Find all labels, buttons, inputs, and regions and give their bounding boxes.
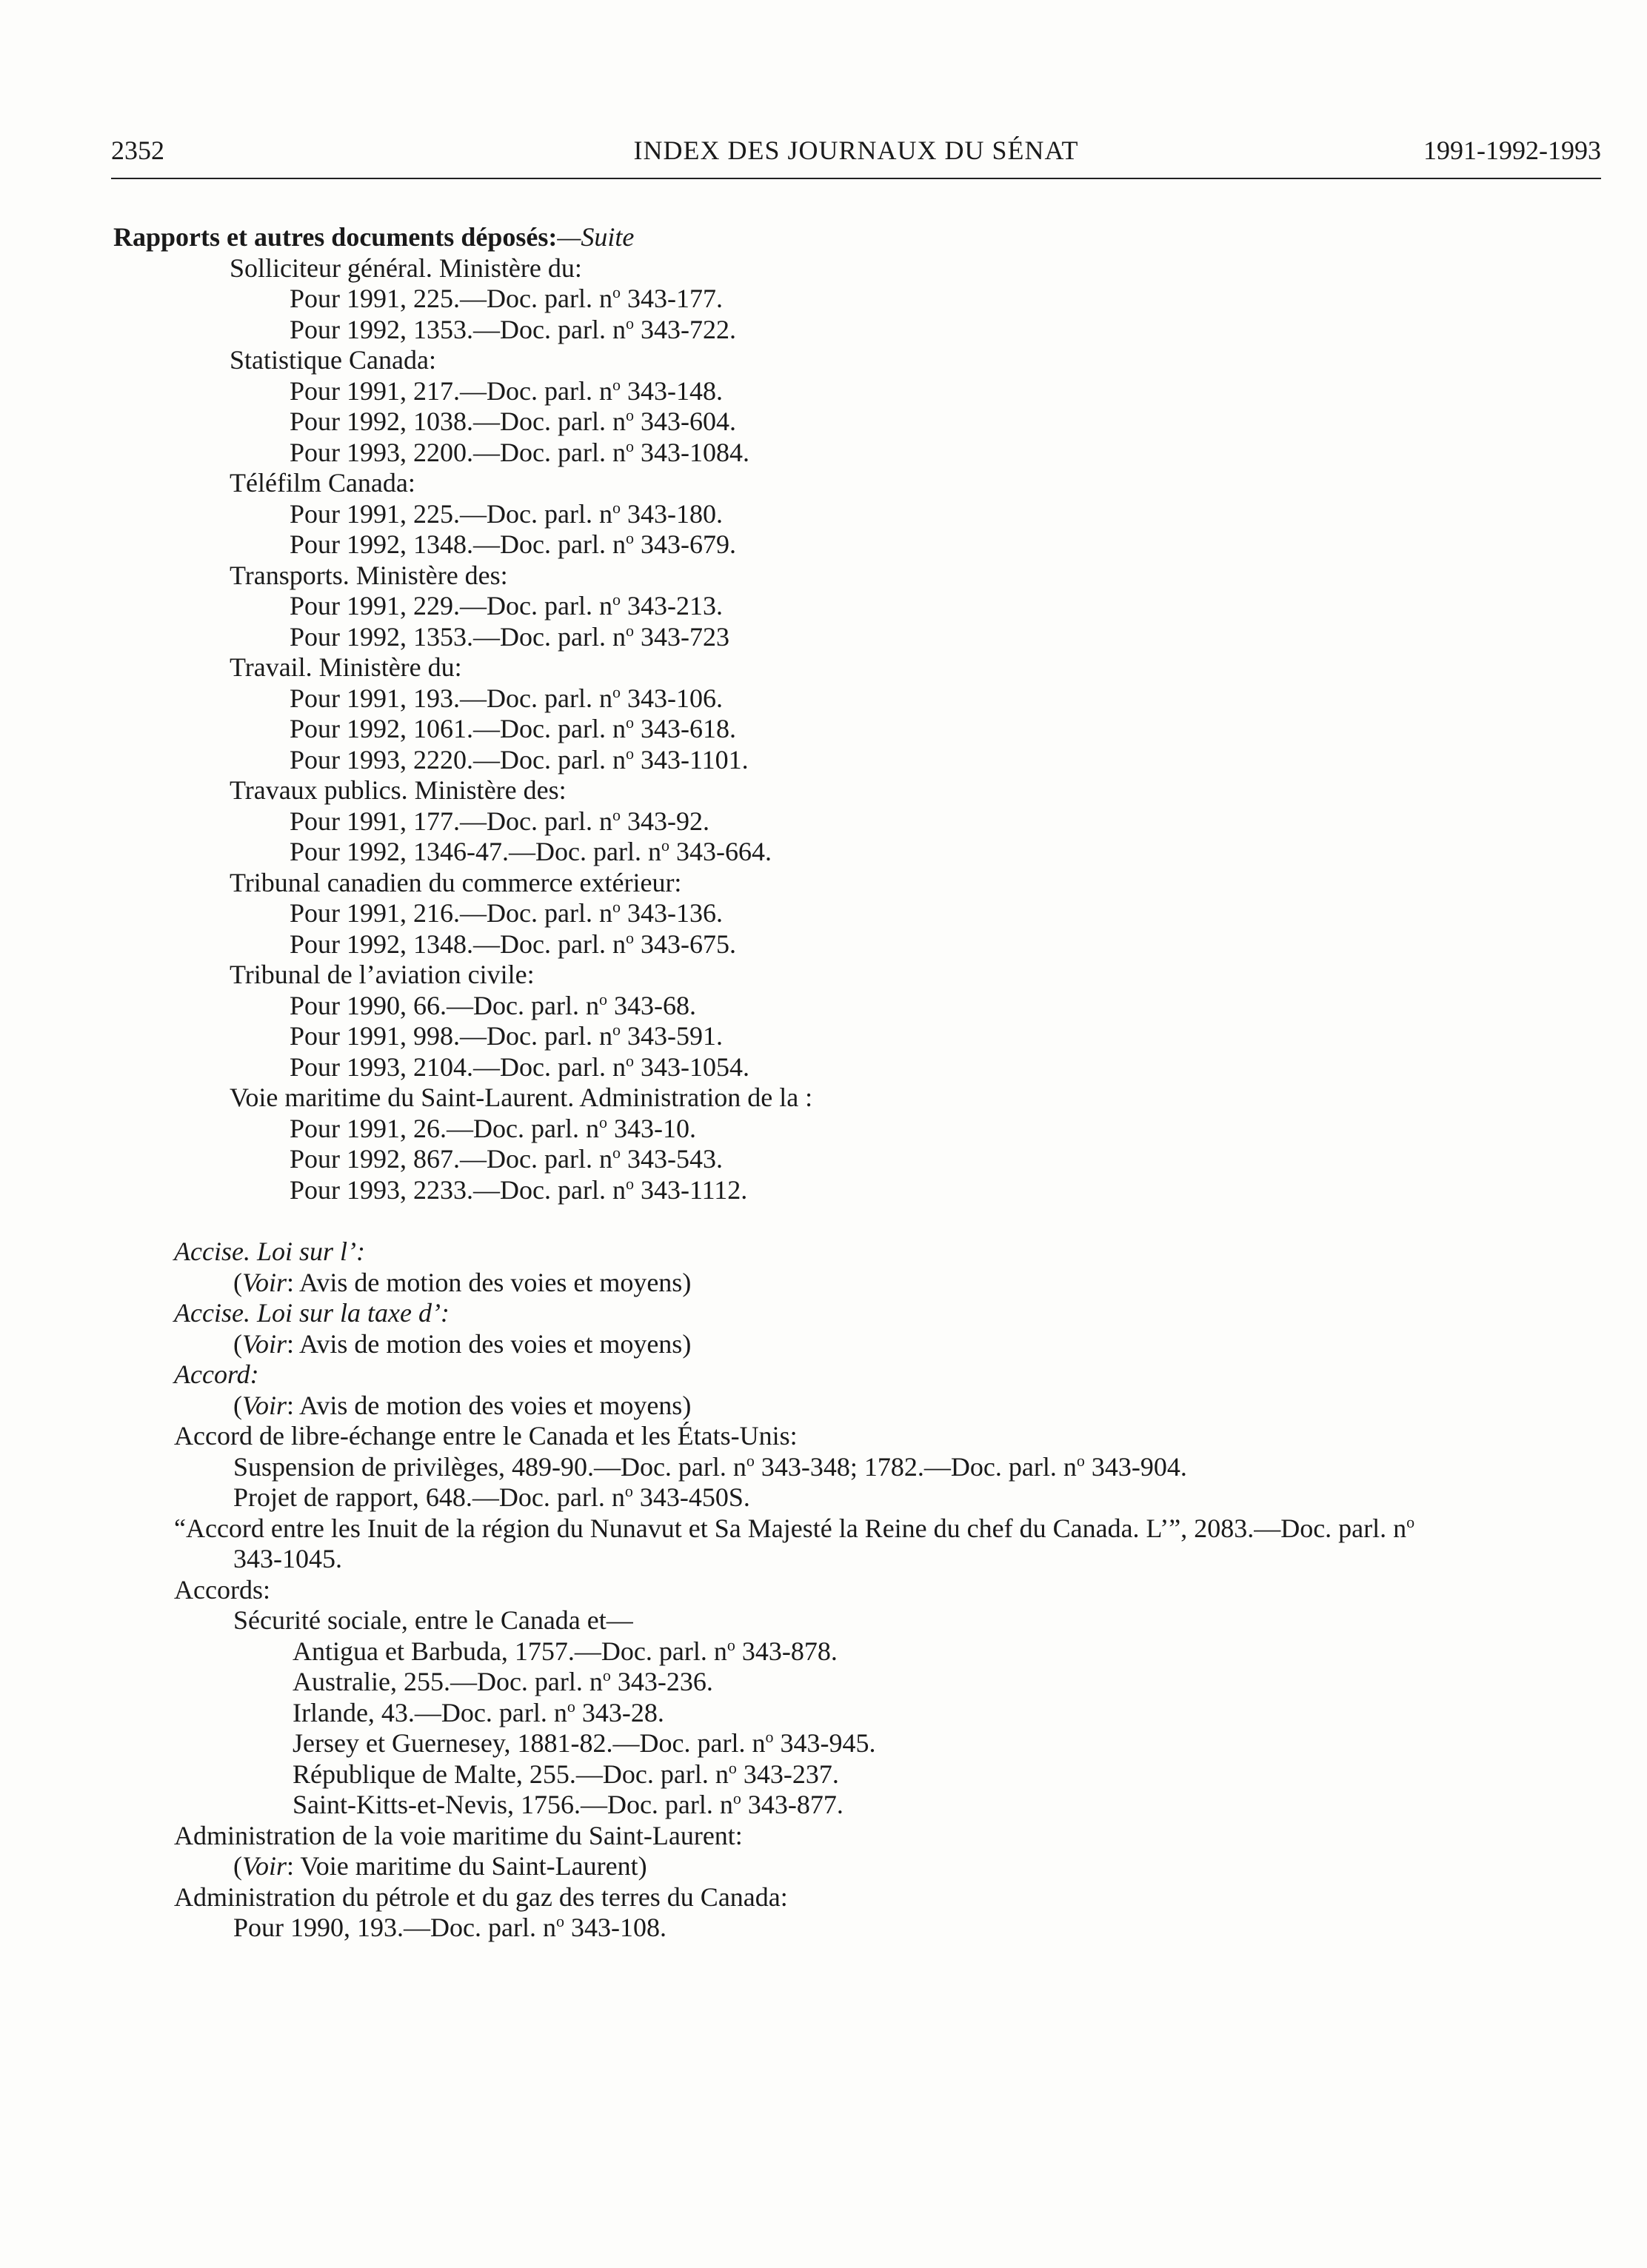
section-heading: Rapports et autres documents déposés:—Suite xyxy=(113,222,635,252)
index-entry: Pour 1992, 1353.—Doc. parl. $n^o$ 343-723 xyxy=(290,620,729,652)
spacer xyxy=(113,1205,1602,1237)
see-reference: (Voir: Avis de motion des voies et moyens) xyxy=(233,1267,692,1297)
index-term: Accise. Loi sur l’: xyxy=(174,1237,365,1266)
index-entry: Pour 1992, 1353.—Doc. parl. $n^o$ 343-722. xyxy=(290,313,736,344)
document-groups xyxy=(113,253,1602,1206)
heading-suite: —Suite xyxy=(557,222,635,252)
index-group-name: Travaux publics. Ministère des: xyxy=(230,775,567,805)
index-group-name: Solliciteur général. Ministère du: xyxy=(230,252,582,283)
index-entry: Pour 1992, 1348.—Doc. parl. $n^o$ 343-679. xyxy=(290,529,736,559)
page-number: 2352 xyxy=(111,136,164,165)
agreement-entry: Irlande, 43.—Doc. parl. $n^o$ 343-28. xyxy=(293,1696,664,1727)
agreement-entry: Jersey et Guernesey, 1881-82.—Doc. parl. $n^o$ 343-945. xyxy=(293,1727,876,1758)
index-entry: Pour 1992, 1061.—Doc. parl. $n^o$ 343-618. xyxy=(290,713,736,743)
index-subentry: Pour 1990, 193.—Doc. parl. $n^o$ 343-108. xyxy=(233,1912,667,1942)
index-group-name: Téléfilm Canada: xyxy=(230,468,415,498)
index-group-name: Tribunal de l’aviation civile: xyxy=(230,960,535,989)
index-group-name: Tribunal canadien du commerce extérieur: xyxy=(230,867,682,897)
index-term: Accise. Loi sur la taxe d’: xyxy=(174,1298,450,1328)
index-term: Administration de la voie maritime du Saint-Laurent: xyxy=(174,1820,743,1850)
index-entry: Pour 1991, 225.—Doc. parl. $n^o$ 343-177. xyxy=(290,283,723,313)
accords-list xyxy=(113,1636,1602,1821)
index-entry: Pour 1990, 66.—Doc. parl. $n^o$ 343-68. xyxy=(290,989,696,1020)
header-rule xyxy=(111,178,1601,179)
index-entry: Pour 1991, 193.—Doc. parl. $n^o$ 343-106. xyxy=(290,682,723,713)
index-group-name: Voie maritime du Saint-Laurent. Administration de la : xyxy=(230,1083,813,1112)
index-group-name: Statistique Canada: xyxy=(230,345,436,375)
agreement-entry: Saint-Kitts-et-Nevis, 1756.—Doc. parl. $n^o$ 343-877. xyxy=(293,1789,843,1819)
running-title: INDEX DES JOURNAUX DU SÉNAT xyxy=(633,136,1079,165)
index-entry: Pour 1993, 2104.—Doc. parl. $n^o$ 343-1054. xyxy=(290,1051,749,1082)
index-subentry: Sécurité sociale, entre le Canada et— xyxy=(233,1605,633,1635)
agreement-entry: Antigua et Barbuda, 1757.—Doc. parl. $n^o$ 343-878. xyxy=(293,1635,838,1666)
index-term: Accords: xyxy=(174,1574,270,1605)
index-group-name: Transports. Ministère des: xyxy=(230,560,508,590)
see-reference: (Voir: Avis de motion des voies et moyens) xyxy=(233,1328,692,1359)
index-term-continuation: 343-1045. xyxy=(233,1544,342,1573)
see-reference: (Voir: Avis de motion des voies et moyens) xyxy=(233,1390,692,1420)
index-entry: Pour 1991, 217.—Doc. parl. $n^o$ 343-148. xyxy=(290,375,723,406)
index-term: Accord: xyxy=(174,1359,259,1389)
index-subentry: Suspension de privilèges, 489-90.—Doc. parl. $n^o$ 343-348; 1782.—Doc. parl. $n^o$ 343-904. xyxy=(233,1451,1187,1482)
index-term: Administration du pétrole et du gaz des terres du Canada: xyxy=(174,1881,788,1912)
index-entry: Pour 1992, 1348.—Doc. parl. $n^o$ 343-675. xyxy=(290,928,736,959)
index-entry: Pour 1993, 2220.—Doc. parl. $n^o$ 343-1101. xyxy=(290,743,749,775)
index-term: Accord de libre-échange entre le Canada et les États-Unis: xyxy=(174,1421,798,1451)
index-entry: Pour 1991, 177.—Doc. parl. $n^o$ 343-92. xyxy=(290,805,709,836)
agreement-entry: Australie, 255.—Doc. parl. $n^o$ 343-236. xyxy=(293,1666,713,1696)
index-entry: Pour 1991, 229.—Doc. parl. $n^o$ 343-213. xyxy=(290,590,723,620)
see-reference: (Voir: Voie maritime du Saint-Laurent) xyxy=(233,1851,647,1881)
index-entry: Pour 1991, 998.—Doc. parl. $n^o$ 343-591. xyxy=(290,1020,723,1051)
header-years: 1991-1992-1993 xyxy=(1423,136,1601,165)
index-entry: Pour 1991, 225.—Doc. parl. $n^o$ 343-180. xyxy=(290,498,723,529)
index-entry: Pour 1993, 2200.—Doc. parl. $n^o$ 343-1084. xyxy=(290,436,749,467)
index-entry: Pour 1992, 1038.—Doc. parl. $n^o$ 343-604. xyxy=(290,406,736,436)
index-entry: Pour 1992, 867.—Doc. parl. $n^o$ 343-543. xyxy=(290,1143,723,1174)
page-header xyxy=(111,135,1601,172)
index-subentry: Projet de rapport, 648.—Doc. parl. $n^o$ 343-450S. xyxy=(233,1482,750,1512)
agreement-entry: République de Malte, 255.—Doc. parl. $n^o$ 343-237. xyxy=(293,1758,839,1789)
index-group-name: Travail. Ministère du: xyxy=(230,652,462,682)
index-term: “Accord entre les Inuit de la région du Nunavut et Sa Majesté la Reine du chef du Canada. L’”, 2083.—Doc. parl. $n^o$ xyxy=(174,1512,1415,1543)
index-body xyxy=(113,222,1602,1944)
index-entry: Pour 1991, 26.—Doc. parl. $n^o$ 343-10. xyxy=(290,1112,696,1143)
index-entry: Pour 1993, 2233.—Doc. parl. $n^o$ 343-1112. xyxy=(290,1174,748,1205)
index-entry: Pour 1992, 1346-47.—Doc. parl. $n^o$ 343-664. xyxy=(290,836,772,866)
index-entry: Pour 1991, 216.—Doc. parl. $n^o$ 343-136. xyxy=(290,897,723,928)
